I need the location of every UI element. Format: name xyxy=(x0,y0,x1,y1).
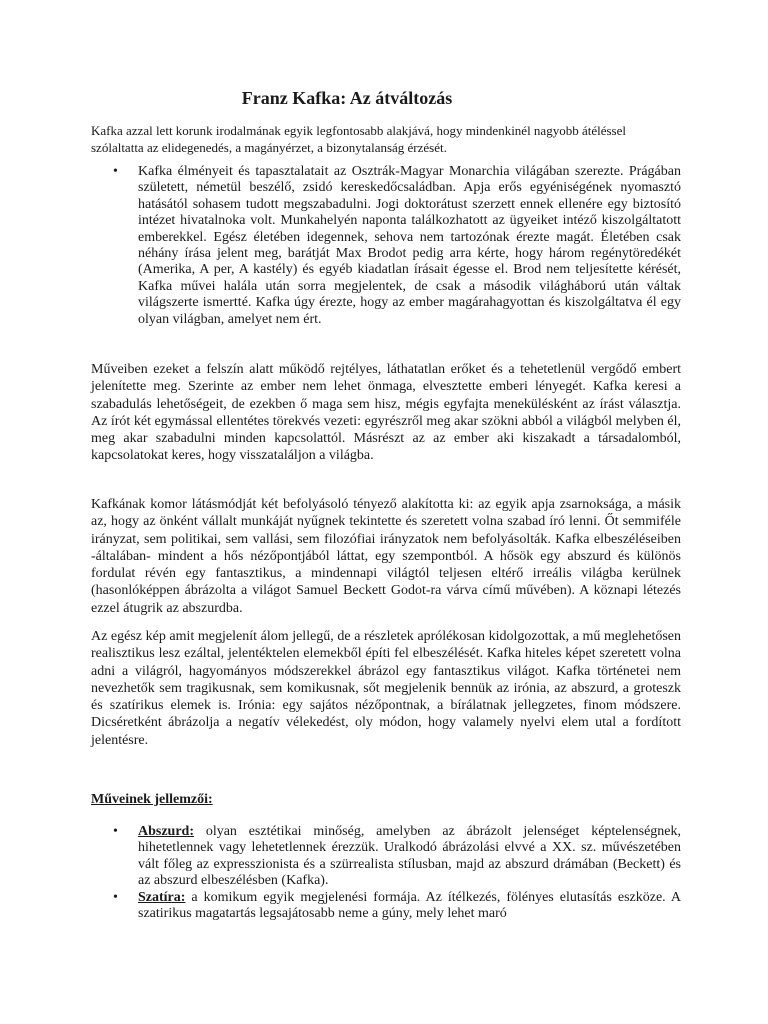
bullet-icon: • xyxy=(113,889,118,905)
term-label: Szatíra: xyxy=(138,889,186,905)
document-title: Franz Kafka: Az átváltozás xyxy=(241,88,453,108)
intro-paragraph: Kafka azzal lett korunk irodalmának egyik legfontosabb alakjává, hogy mindenkinél nagyobb átéléssel szólaltatta az elidegenedés, a magányérzet, a bizonytalanság érzését. xyxy=(91,123,626,155)
paragraph-works: Műveiben ezeket a felszín alatt működő rejtélyes, láthatatlan erőket és a tehetetlenül vergődő embert jelenítette meg. Szerinte az ember nem lehet önmaga, elvesztette emberi lényegét. Kafka keresi a szabadulás lehetőségeit, de ezekben ő maga sem hisz, mégis egyfajta menekülésként az írást választja. Az írót két egymással ellentétes törekvés vezeti: egyrészről meg akar szökni abból a világból melyben él, meg akar szabadulni minden kapcsolattól. Másrészt az az ember aki kiszakadt a társadalomból, kapcsolatokat keres, hogy visszataláljon a világba. xyxy=(91,362,681,464)
terms-list xyxy=(91,824,681,922)
bullet-icon: • xyxy=(113,164,118,179)
paragraph-style: Az egész kép amit megjelenít álom jellegű, de a részletek aprólékosan kidolgozottak, a mű meglehetősen realisztikus lesz ezáltal, jelentéktelen elemekből építi fel elbeszélését. Kafka hiteles képet szeretett volna adni a világról, hagyományos módszerekkel ábrázol egy fantasztikus világot. Kafka történetei nem nevezhetők sem tragikusnak, sem komikusnak, sőt megjelenik bennük az irónia, az abszurd, a groteszk és szatírikus elemek is. Irónia: egy sajátos nézőpontnak, a bírálatnak jellegzetes, finom módszere. Dicséretként ábrázolja a negatív vélekedést, oly módon, hogy valamely nyelvi elem utal a fordított jelentésre. xyxy=(91,629,681,748)
term-label: Abszurd: xyxy=(138,824,195,839)
biography-text: Kafka élményeit és tapasztalatait az Osztrák-Magyar Monarchia világában szerezte. Prágában született, németül beszélő, zsidó kereskedőcsaládban. Apja erős egyéniségének nyomasztó hatásától sohasem tudott megszabadulni. Jogi doktorátust szerzett ennek ellenére egy biztosító intézet hivatalnoka volt. Munkahelyén naponta találkozhatott az ügyeiket intéző kiszolgáltatott emberekkel. Egész életében idegennek, sehova nem tartozónak érezte magát. Életében csak néhány írása jelent meg, barátját Max Brodot pedig arra kérte, hogy három regénytöredékét (Amerika, A per, A kastély) és egyéb kiadatlan írásait égesse el. Brod nem teljesítette kérését, Kafka művei halála után sorra megjelentek, de csak a második világháború után váltak világszerte ismertté. Kafka úgy érezte, hogy az ember magárahagyottan és kiszolgáltatva él egy olyan világban, amelyet nem ért. xyxy=(138,164,681,327)
term-definition: olyan esztétikai minőség, amelyben az ábrázolt jelenséget képtelenségnek, hihetetlennek vagy lehetetlennek érezzük. Uralkodó ábrázolási elvvé a XX. sz. művészetében vált főleg az expresszionista és a szürrealista stílusban, majd az abszurd drámában (Beckett) és az abszurd elbeszélésben (Kafka). xyxy=(138,824,681,889)
section-heading: Műveinek jellemzői: xyxy=(91,792,213,807)
term-definition: a komikum egyik megjelenési formája. Az ítélkezés, fölényes elutasítás eszköze. A szatirikus magatartás legsajátosabb neme a gúny, mely lehet maró xyxy=(138,889,681,922)
list-item-abszurd xyxy=(91,824,681,890)
paragraph-worldview: Kafkának komor látásmódját két befolyásoló tényező alakította ki: az egyik apja zsarnoksága, a másik az, hogy az önként vállalt munkáját nyűgnek tekintette és szeretett volna szabad író lenni. Őt semmiféle irányzat, sem politikai, sem vallási, sem filozófiai irányzatok nem befolyásolták. Kafka elbeszéléseiben -általában- mindent a hős nézőpontjából láttat, egy szempontból. A hősök egy abszurd és különös fordulat révén egy fantasztikus, a mindennapi világtól teljesen eltérő irreális világba kerülnek (hasonlóképpen ábrázolta a világot Samuel Beckett Godot-ra várva című művében). A köznapi létezés ezzel átugrik az abszurdba. xyxy=(91,497,681,616)
bullet-icon: • xyxy=(113,824,118,839)
list-item-biography xyxy=(91,164,681,328)
biography-list xyxy=(91,164,681,328)
list-item-szatira xyxy=(91,890,681,923)
